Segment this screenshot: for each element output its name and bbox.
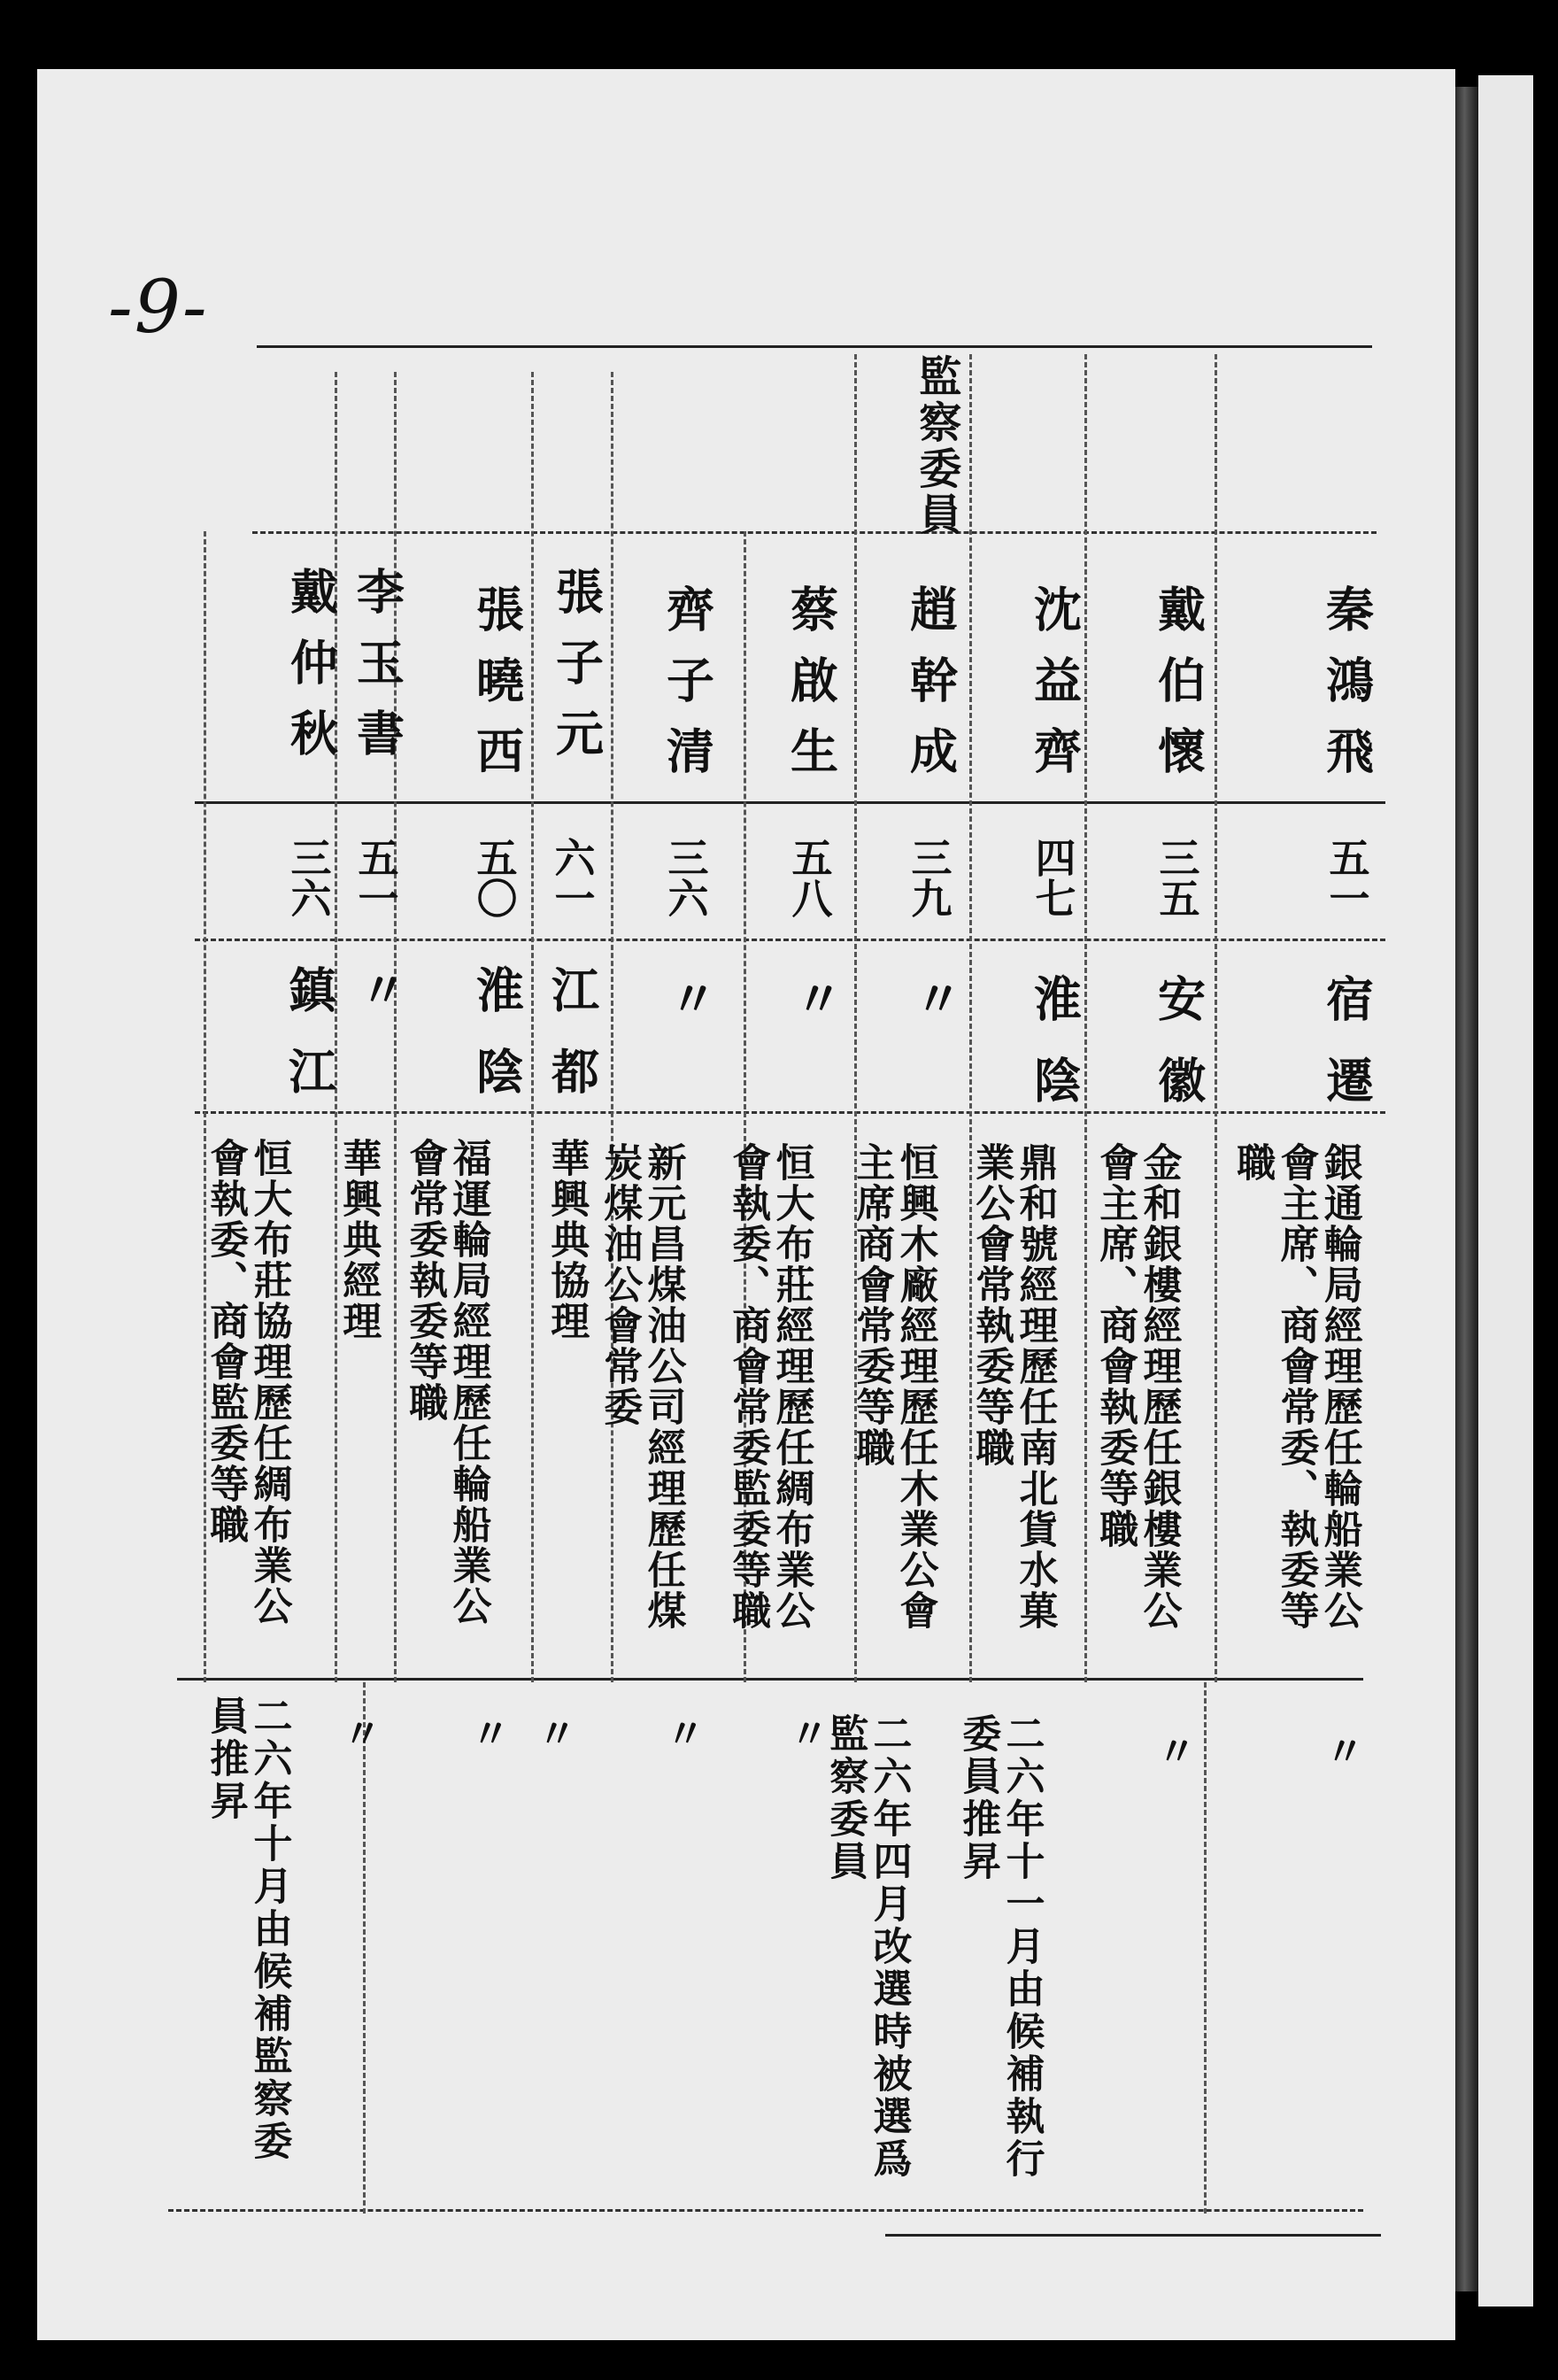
role-label: 監察委員: [911, 354, 961, 538]
row-name: 李玉書: [349, 567, 405, 779]
row-origin: 〃: [906, 974, 963, 1055]
row-origin: 安徽: [1150, 974, 1207, 1137]
row-career: 金和銀樓經理歷任銀樓業公 會主席、商會執委等職: [1092, 1142, 1182, 1631]
row-age: 三六: [661, 837, 710, 918]
row-origin: 江都: [544, 965, 600, 1128]
facing-page-edge: [1478, 75, 1533, 2307]
book-spine: [1455, 87, 1478, 2291]
column-divider: [531, 372, 534, 1682]
row-note: 〃: [1318, 1731, 1364, 1773]
row-origin: 〃: [351, 965, 408, 1047]
row-note: 〃: [530, 1713, 576, 1756]
row-age: 五一: [351, 837, 400, 918]
row-name: 齊子清: [659, 584, 715, 797]
row-note: 〃: [659, 1713, 705, 1756]
career-note-rule: [177, 1678, 1363, 1681]
row-note: 〃: [336, 1713, 382, 1756]
row-note: 二六年四月改選時被選爲 監察委員: [822, 1713, 912, 2181]
name-age-rule: [195, 801, 1385, 804]
table-top-rule: [257, 345, 1372, 348]
row-age: 三六: [284, 837, 333, 918]
row-name: 趙幹成: [902, 584, 959, 797]
age-origin-rule: [195, 939, 1385, 941]
row-age: 四七: [1029, 837, 1077, 918]
column-divider: [363, 1682, 366, 2214]
row-career: 華興典經理: [336, 1138, 382, 1341]
row-origin: 〃: [661, 974, 718, 1055]
column-divider: [1204, 1682, 1207, 2214]
row-name: 沈益齊: [1026, 584, 1083, 797]
row-note: 〃: [464, 1713, 510, 1756]
row-note: 二六年十一月由候補執行 委員推昇: [955, 1713, 1045, 2181]
row-origin: 淮陰: [468, 965, 525, 1128]
row-career: 恒大布莊經理歷任綢布業公 會執委、商會常委監委等職: [725, 1142, 814, 1631]
row-career: 華興典協理: [544, 1138, 590, 1341]
row-age: 五八: [785, 837, 834, 918]
row-career: 福運輪局經理歷任輪船業公 會常委執委等職: [402, 1138, 491, 1627]
row-note: 〃: [783, 1713, 829, 1756]
row-name: 張子元: [548, 567, 605, 779]
row-career: 恒大布莊協理歷任綢布業公 會執委、商會監委等職: [203, 1138, 292, 1627]
row-age: 三五: [1153, 837, 1201, 918]
row-career: 新元昌煤油公司經理歷任煤 炭煤油公會常委: [597, 1142, 686, 1631]
row-career: 恒興木廠經理歷任木業公會 主席商會常委等職: [849, 1142, 938, 1631]
row-age: 五〇: [470, 837, 519, 918]
row-age: 六一: [548, 837, 597, 918]
page-number: -9-: [108, 266, 209, 350]
row-career: 鼎和號經理歷任南北貨水菓 業公會常執委等職: [968, 1142, 1058, 1631]
row-origin: 鎮江: [281, 965, 337, 1128]
row-age: 三九: [905, 837, 953, 918]
row-name: 蔡啟生: [783, 584, 839, 797]
row-age: 五一: [1323, 837, 1371, 918]
row-origin: 淮陰: [1026, 974, 1083, 1137]
table-bottom-rule: [168, 2209, 1363, 2212]
column-divider: [1215, 354, 1217, 1682]
row-name: 秦鴻飛: [1318, 584, 1375, 797]
row-origin: 宿遷: [1318, 974, 1375, 1137]
row-note: 二六年十月由候補監察委 員推昇: [203, 1696, 292, 2163]
row-name: 戴伯懷: [1150, 584, 1207, 797]
column-divider: [1084, 354, 1087, 1682]
origin-career-rule: [195, 1111, 1385, 1114]
row-origin: 〃: [787, 974, 844, 1055]
row-career: 銀通輪局經理歷任輪船業公 會主席、商會常委、執委等 職: [1230, 1142, 1362, 1631]
table-bottom-rule-2: [885, 2234, 1381, 2237]
row-name: 張曉西: [468, 584, 525, 797]
row-name: 戴仲秋: [282, 567, 339, 779]
row-note: 〃: [1150, 1731, 1196, 1773]
header-bottom-rule: [252, 531, 1377, 534]
